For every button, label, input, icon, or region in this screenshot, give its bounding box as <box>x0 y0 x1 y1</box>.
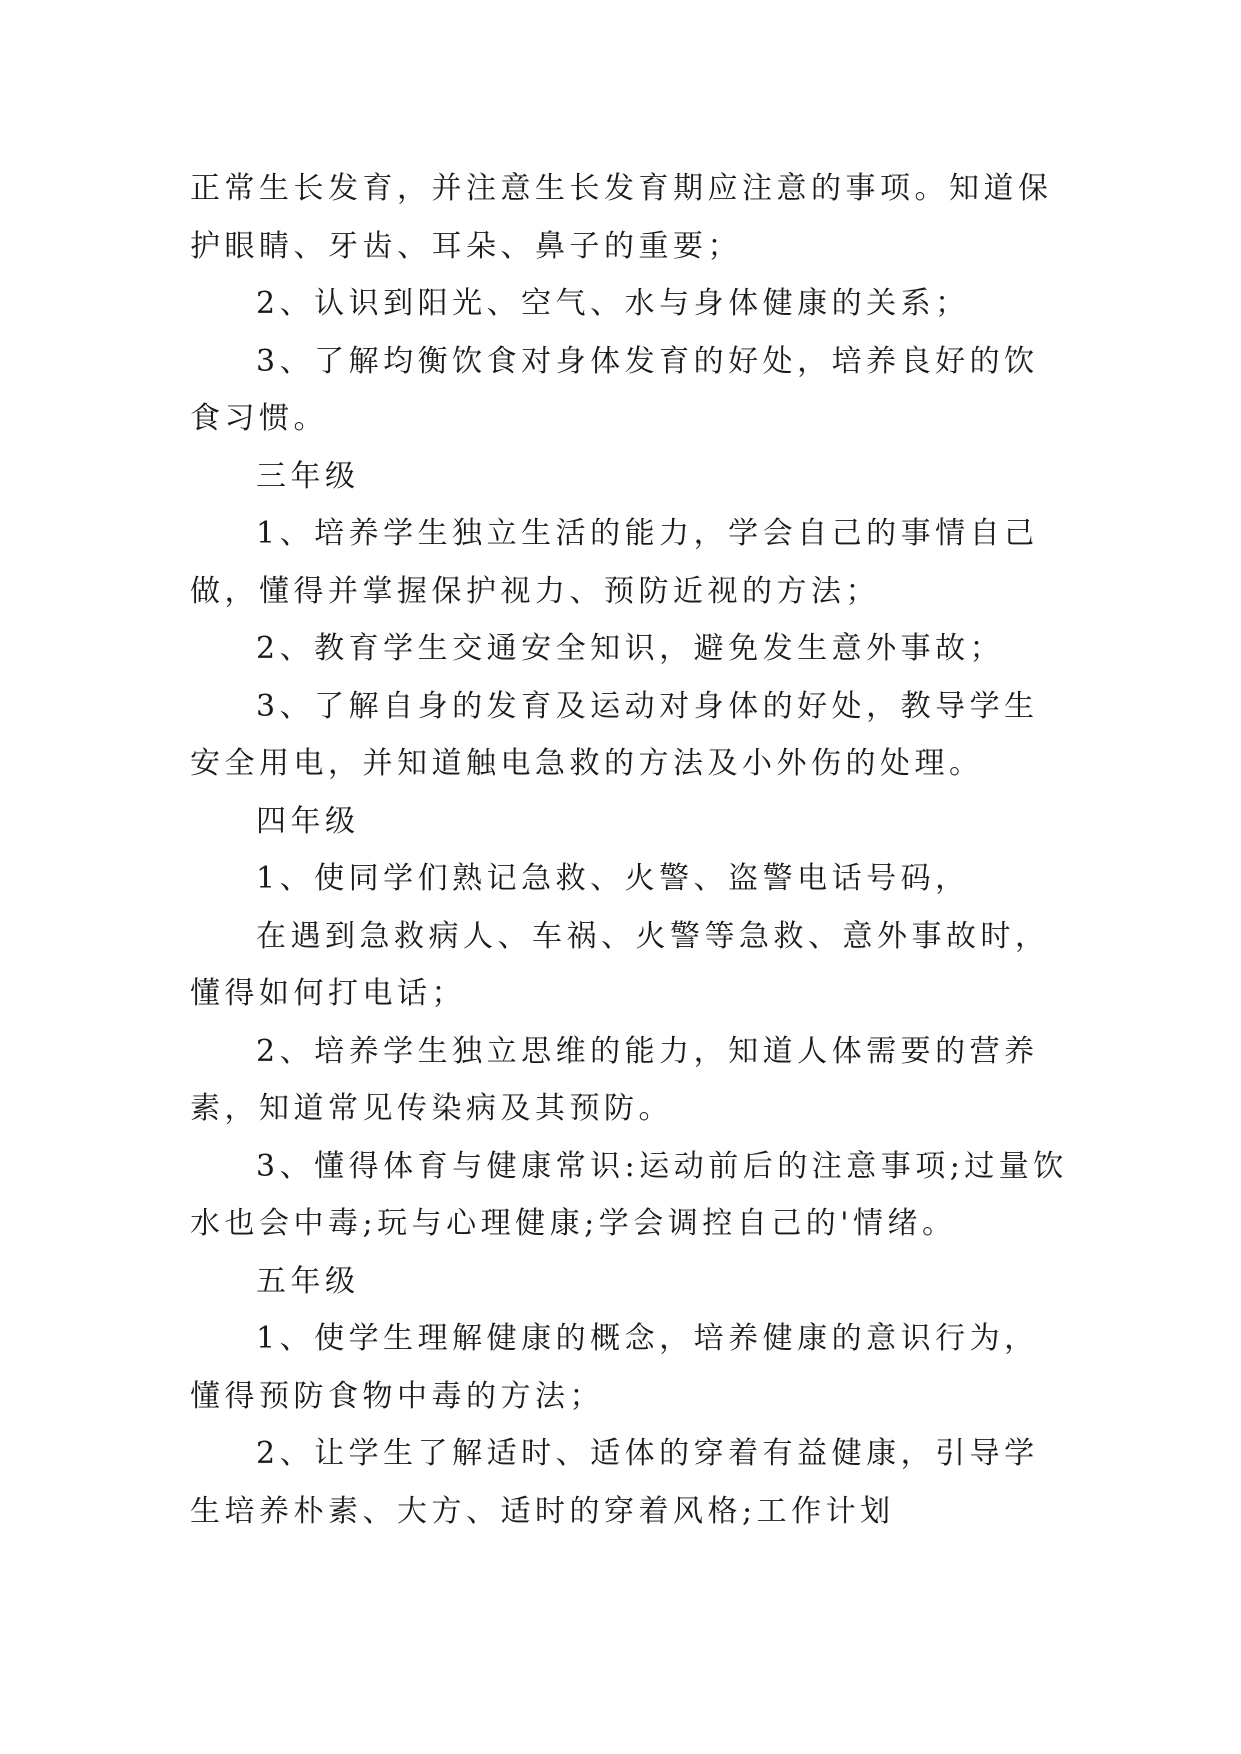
section-heading-grade-5: 五年级 <box>256 1263 360 1299</box>
paragraph: 3、了解均衡饮食对身体发育的好处，培养良好的饮食习惯。 <box>190 343 1039 436</box>
paragraph: 1、使同学们熟记急救、火警、盗警电话号码， <box>256 861 970 896</box>
section-heading-grade-4: 四年级 <box>256 803 360 839</box>
paragraph: 2、让学生了解适时、适体的穿着有益健康，引导学生培养朴素、大方、适时的穿着风格;工作计划 <box>190 1436 1039 1529</box>
paragraph: 2、认识到阳光、空气、水与身体健康的关系； <box>256 286 970 321</box>
paragraph: 1、使学生理解健康的概念，培养健康的意识行为，懂得预防食物中毒的方法； <box>190 1321 1039 1414</box>
paragraph: 2、培养学生独立思维的能力，知道人体需要的营养素，知道常见传染病及其预防。 <box>190 1033 1039 1126</box>
paragraph: 正常生长发育，并注意生长发育期应注意的事项。知道保护眼睛、牙齿、耳朵、鼻子的重要； <box>190 171 1053 264</box>
section-heading-grade-3: 三年级 <box>256 458 360 494</box>
document-body <box>190 160 1070 1540</box>
paragraph: 2、教育学生交通安全知识，避免发生意外事故； <box>256 631 1005 666</box>
paragraph: 在遇到急救病人、车祸、火警等急救、意外事故时，懂得如何打电话； <box>190 918 1050 1011</box>
paragraph: 1、培养学生独立生活的能力，学会自己的事情自己做，懂得并掌握保护视力、预防近视的方法； <box>190 516 1039 609</box>
paragraph: 3、懂得体育与健康常识:运动前后的注意事项;过量饮水也会中毒;玩与心理健康;学会调控自己的'情绪。 <box>190 1148 1068 1241</box>
paragraph: 3、了解自身的发育及运动对身体的好处，教导学生安全用电，并知道触电急救的方法及小外伤的处理。 <box>190 688 1039 781</box>
